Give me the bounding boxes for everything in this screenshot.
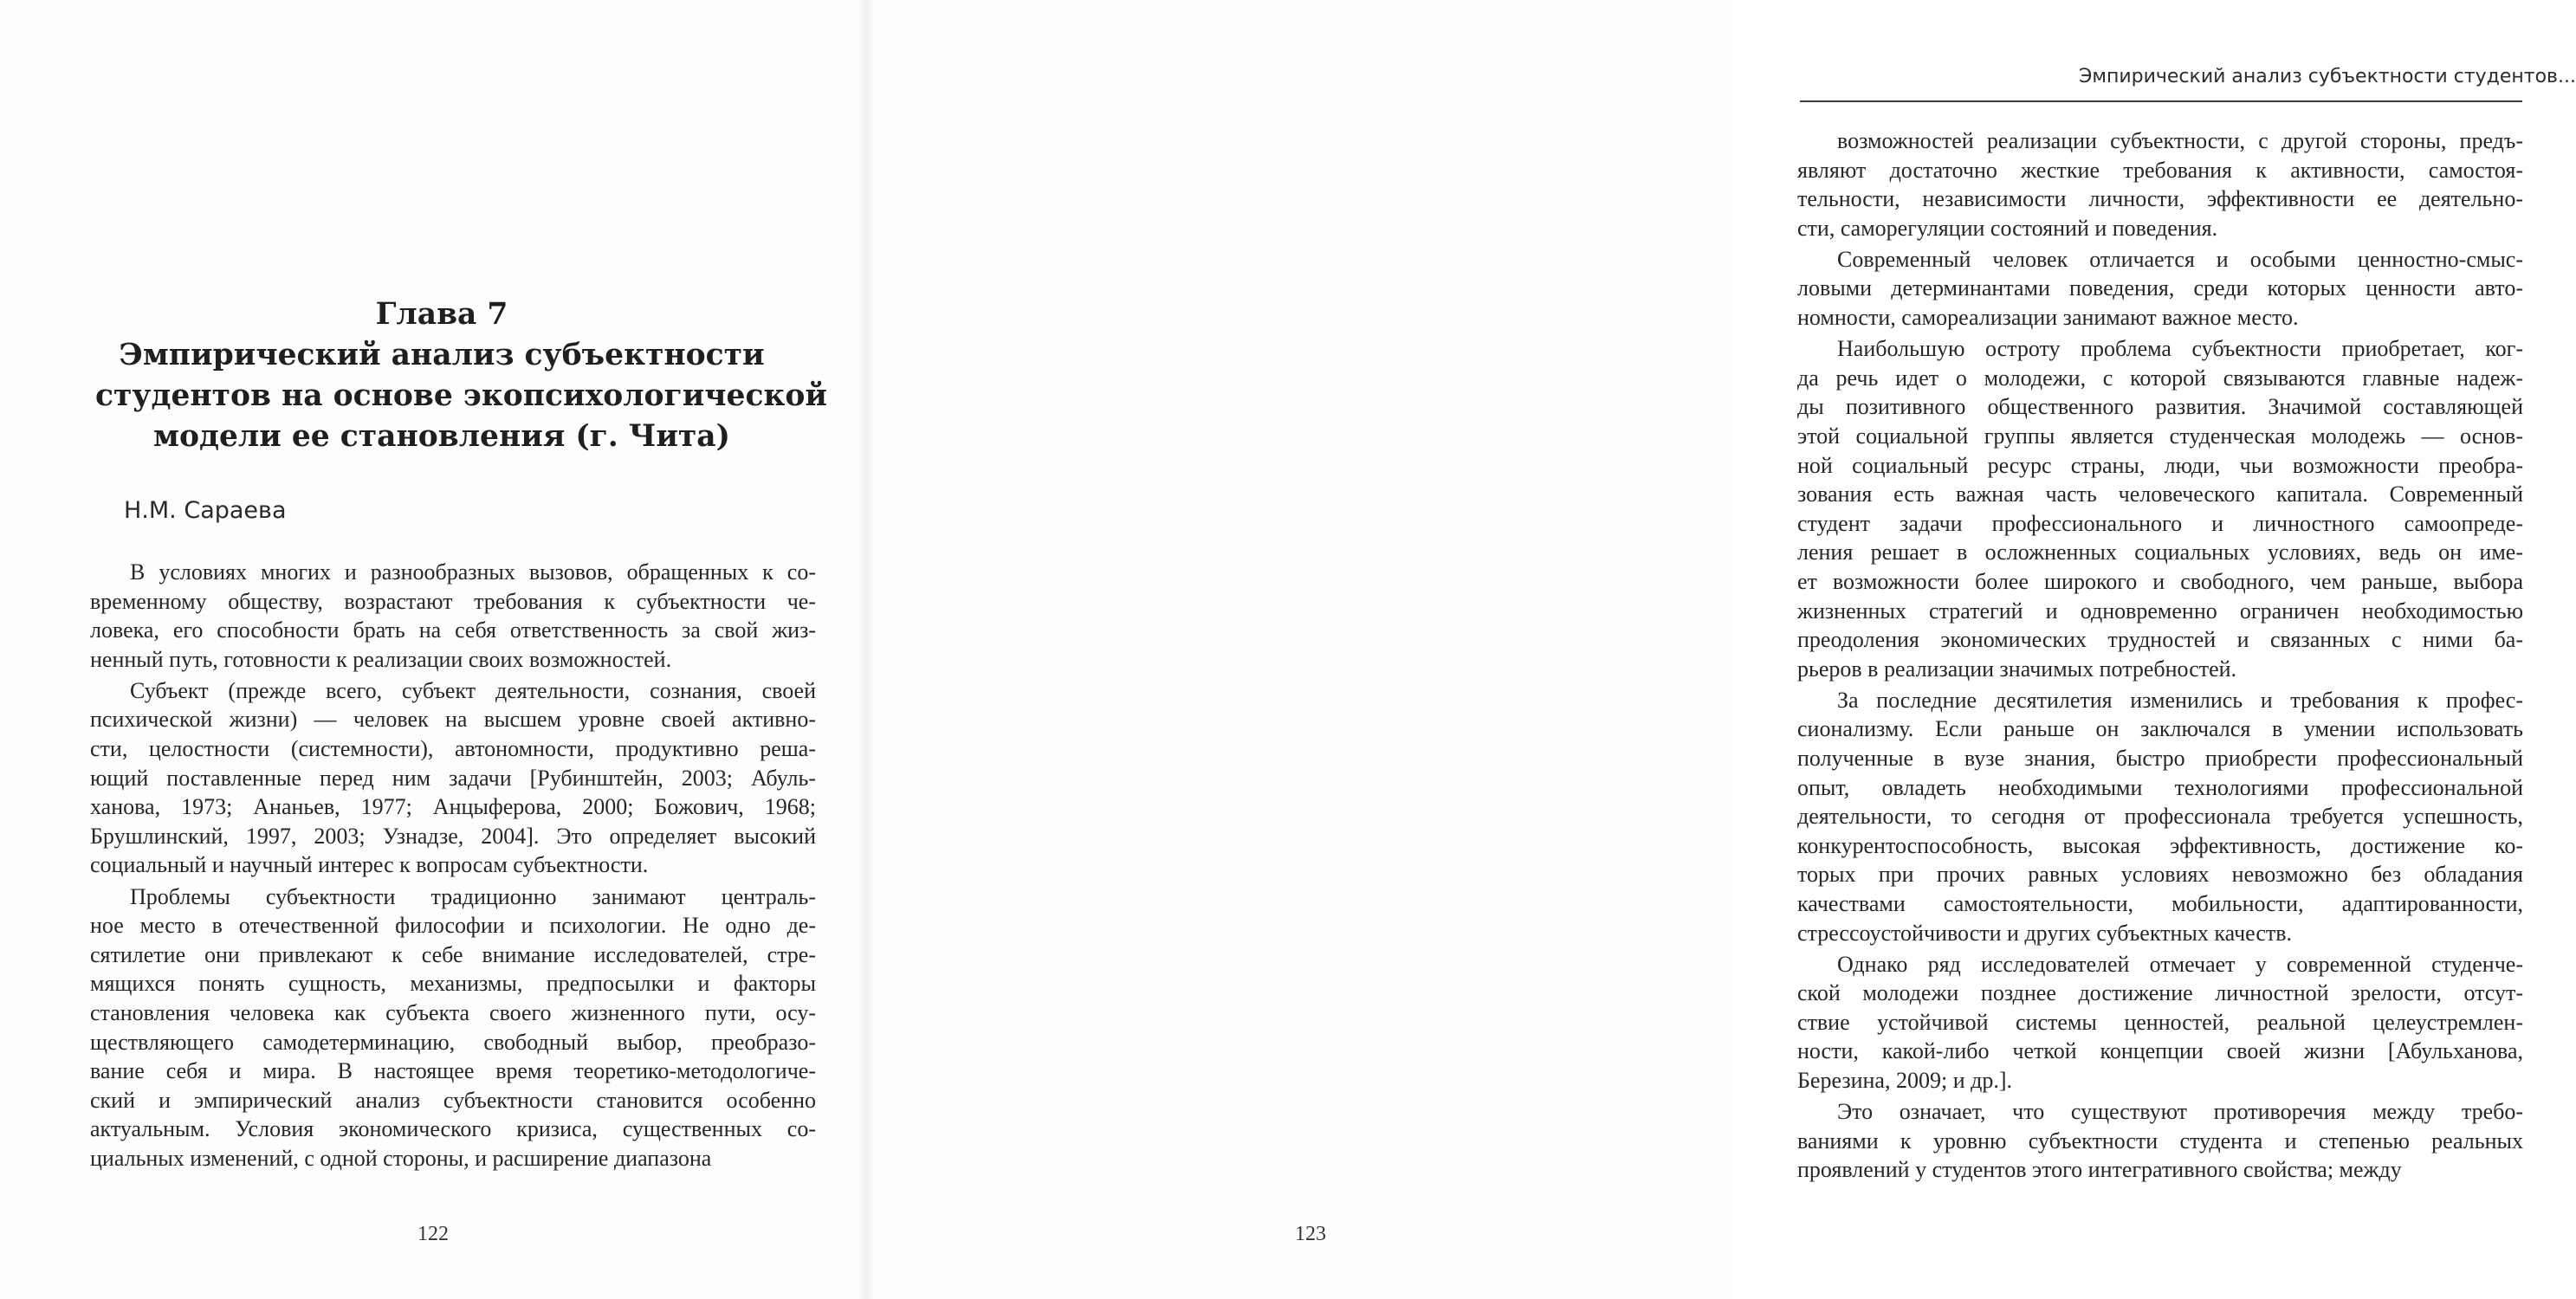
right-page [866,0,2576,1299]
text-line: В условиях многих и разнообразных вызовов, обращенных к со- [130,559,816,585]
text-line: За последние десятилетия изменились и требования к профес- [1837,687,2523,713]
text-line: ский и эмпирический анализ субъектности становится особенно [90,1087,816,1113]
paragraph [90,676,816,880]
page-number: 123 [1295,1223,1326,1245]
text-line: Проблемы субъектности традиционно занимают централь- [130,883,816,909]
text-line: циальных изменений, с одной стороны, и расширение диапазона [90,1145,712,1171]
text-line: сти, саморегуляции состояний и поведения. [1797,215,2218,241]
chapter-title-line: модели ее становления (г. Чита) [153,419,730,454]
text-line: ет возможности более широкого и свободного, чем раньше, выбора [1797,568,2523,594]
paragraph [90,558,816,674]
text-line: ловека, его способности брать на себя ответственность за свой жиз- [90,617,816,643]
paragraph [90,882,816,1173]
text-line: ной социальный ресурс страны, люди, чьи возможности преобра- [1797,452,2523,478]
text-line: торых при прочих равных условиях невозможно без обладания [1797,862,2523,888]
running-head: Эмпирический анализ субъектности студентов... [2079,66,2576,87]
text-line: ления решает в осложненных социальных условиях, ведь он име- [1797,540,2523,565]
chapter-title-line: Эмпирический анализ субъектности [119,338,765,372]
text-line: становления человека как субъекта своего жизненного пути, осу- [90,999,816,1025]
text-line: актуальным. Условия экономического кризиса, существенных со- [90,1116,816,1142]
text-line: жизненных стратегий и одновременно ограничен необходимостью [1797,598,2523,624]
text-line: Однако ряд исследователей отмечает у современной студенче- [1837,951,2523,977]
page-number: 122 [417,1223,449,1245]
text-line: психической жизни) — человек на высшем уровне своей активно- [90,707,816,733]
text-line: номности, самореализации занимают важное место. [1797,305,2299,331]
left-page [0,0,866,1299]
text-line: студент задачи профессионального и личностного самоопреде- [1797,510,2523,536]
paragraph [1797,334,2523,683]
text-line: ды позитивного общественного развития. Значимой составляющей [1797,394,2523,420]
text-line: Субъект (прежде всего, субъект деятельности, сознания, своей [130,677,816,703]
text-line: возможностей реализации субъектности, с другой стороны, предъ- [1837,128,2523,153]
text-line: мящихся понять сущность, механизмы, предпосылки и факторы [90,971,816,997]
text-line: ствие устойчивой системы ценностей, реальной целеустремлен- [1797,1009,2523,1035]
text-line: ществляющего самодетерминацию, свободный выбор, преобразо- [90,1029,816,1055]
author-name: Н.М. Сараева [124,497,287,524]
text-line: опыт, овладеть необходимыми технологиями профессиональной [1797,774,2523,800]
chapter-number: Глава 7 [375,297,508,332]
paragraph [1797,126,2523,242]
paragraph [1797,245,2523,333]
text-line: сятилетие они привлекают к себе внимание исследователей, стре- [90,941,816,967]
text-line: ловыми детерминантами поведения, среди которых ценности авто- [1797,275,2523,301]
paragraph [1797,1097,2523,1185]
text-line: ваниями к уровню субъектности студента и степенью реальных [1797,1128,2523,1154]
text-line: этой социальной группы является студенческая молодежь — основ- [1797,423,2523,449]
text-line: да речь идет о молодежи, с которой связываются главные надеж- [1797,365,2523,391]
text-line: сти, целостности (системности), автономности, продуктивно реша- [90,736,816,762]
text-line: сионализму. Если раньше он заключался в умении использовать [1797,716,2523,742]
paragraph [1797,950,2523,1095]
text-line: являют достаточно жесткие требования к активности, самостоя- [1797,157,2523,183]
text-line: рьеров в реализации значимых потребностей. [1797,656,2237,682]
text-line: деятельности, то сегодня от профессионала требуется успешность, [1797,804,2523,830]
text-line: полученные в вузе знания, быстро приобрести профессиональный [1797,745,2523,771]
text-line: преодоления экономических трудностей и связанных с ними ба- [1797,627,2523,653]
text-line: Наибольшую остроту проблема субъектности приобретает, ког- [1837,336,2523,362]
text-line: Современный человек отличается и особыми ценностно-смыс- [1837,246,2523,272]
chapter-title-line: студентов на основе экопсихологической [95,378,828,413]
text-line: Березина, 2009; и др.]. [1797,1068,2012,1093]
text-line: временному обществу, возрастают требования к субъектности че- [90,588,816,614]
text-line: проявлений у студентов этого интегративного свойства; между [1797,1157,2402,1183]
text-line: качествами самостоятельности, мобильности, адаптированности, [1797,890,2523,916]
running-head-rule [1800,100,2522,102]
chapter-heading [95,294,828,457]
text-line: Брушлинский, 1997, 2003; Узнадзе, 2004]. Это определяет высокий [90,823,816,849]
text-line: ющий поставленные перед ним задачи [Рубинштейн, 2003; Абуль- [90,765,816,791]
right-body-text [1797,126,2523,1186]
text-line: социальный и научный интерес к вопросам субъектности. [90,852,649,878]
text-line: зования есть важная часть человеческого капитала. Современный [1797,481,2523,507]
text-line: ности, какой-либо четкой концепции своей жизни [Абульханова, [1797,1038,2523,1064]
text-line: Это означает, что существуют противоречия между требо- [1837,1099,2523,1125]
text-line: ханова, 1973; Ананьев, 1977; Анцыферова, 2000; Божович, 1968; [90,794,816,820]
left-body-text [90,558,816,1175]
text-line: стрессоустойчивости и других субъектных качеств. [1797,920,2293,946]
text-line: ской молодежи позднее достижение личностной зрелости, отсут- [1797,980,2523,1006]
text-line: тельности, независимости личности, эффективности ее деятельно- [1797,186,2523,212]
text-line: конкурентоспособность, высокая эффективность, достижение ко- [1797,832,2523,858]
text-line: ненный путь, готовности к реализации своих возможностей. [90,646,672,672]
paragraph [1797,686,2523,947]
text-line: вание себя и мира. В настоящее время теоретико-методологиче- [90,1058,816,1084]
text-line: ное место в отечественной философии и психологии. Не одно де- [90,913,816,939]
